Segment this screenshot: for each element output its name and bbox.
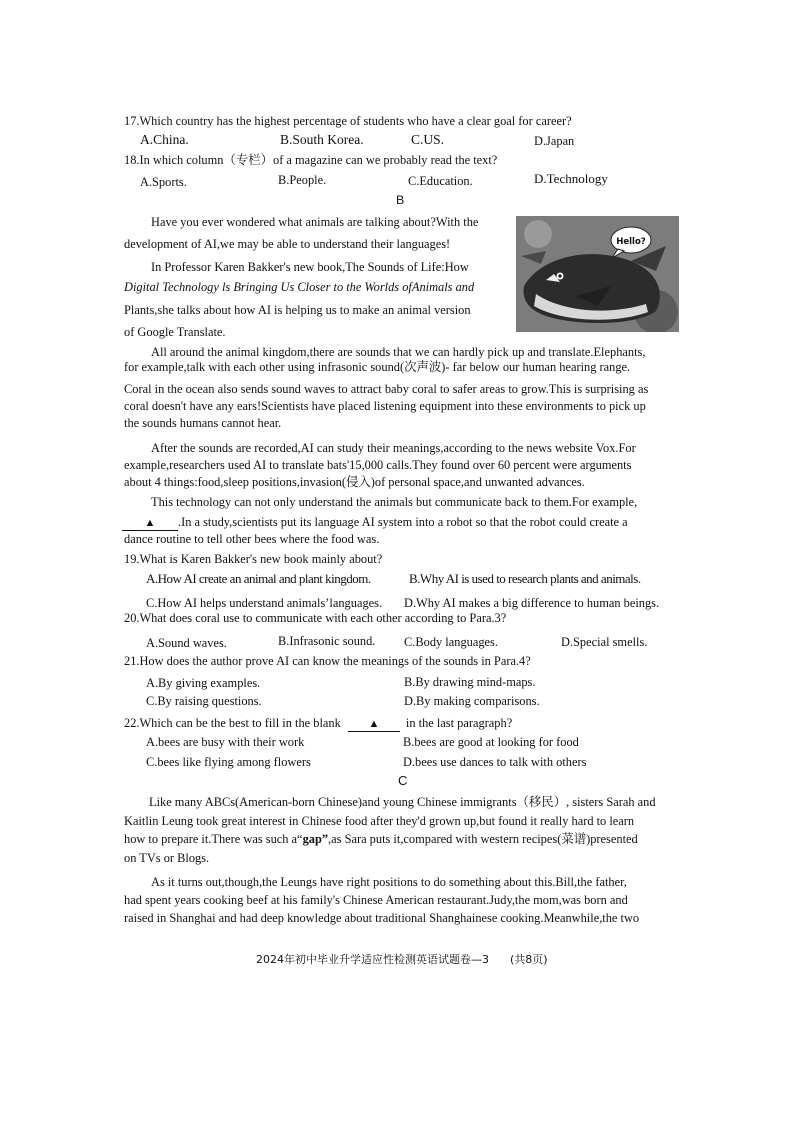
passage-c-line: on TVs or Blogs. xyxy=(124,851,210,865)
triangle-icon: ▲ xyxy=(368,718,380,730)
q18-option-b: B.People. xyxy=(278,173,327,187)
answer-blank xyxy=(348,717,400,732)
passage-c-heading: C xyxy=(398,773,408,788)
gap-word: gap” xyxy=(302,832,329,846)
q22-option-d: D.bees use dances to talk with others xyxy=(403,755,587,769)
passage-b-line xyxy=(122,514,628,531)
q21-option-b: B.By drawing mind-maps. xyxy=(404,675,536,689)
passage-b-line: of Google Translate. xyxy=(124,325,226,339)
passage-b-line: Have you ever wondered what animals are talking about?With the xyxy=(151,215,479,229)
passage-c-line: Like many ABCs(American-born Chinese)and young Chinese immigrants（移民）, sisters Sarah and xyxy=(149,795,656,809)
passage-b-line: for example,talk with each other using infrasonic sound(次声波)- far below our human hearing range. xyxy=(124,360,631,374)
q19-option-c: C.How AI helps understand animals’languages. xyxy=(146,596,383,610)
passage-b-line: Coral in the ocean also sends sound waves to attract baby coral to safer areas to grow.This is surprising as xyxy=(124,382,649,396)
passage-c-line: Kaitlin Leung took great interest in Chinese food after they'd grown up,but found it really hard to learn xyxy=(124,814,635,828)
passage-b-line: about 4 things:food,sleep positions,invasion(侵入)of personal space,and unwanted advances. xyxy=(124,475,585,489)
q17-option-b: B.South Korea. xyxy=(280,132,364,147)
q18-option-d: D.Technology xyxy=(534,171,608,186)
answer-blank xyxy=(122,516,178,531)
passage-c-line: had spent years cooking beef at his family's Chinese American restaurant.Judy,the mom,was born and xyxy=(124,893,628,907)
q20-option-c: C.Body languages. xyxy=(404,635,498,649)
passage-c-line: raised in Shanghai and had deep knowledge about traditional Shanghainese cooking.Meanwhile,the two xyxy=(124,911,640,925)
passage-b-line xyxy=(124,279,474,295)
q21-stem: 21.How does the author prove AI can know the meanings of the sounds in Para.4? xyxy=(124,654,531,668)
book-title-italic: Digital Technology ls Bringing Us Closer to the Worlds ofAnimals and xyxy=(124,280,475,294)
q19-option-a: A.How AI create an animal and plant kingdom. xyxy=(146,571,371,586)
q21-option-a: A.By giving examples. xyxy=(146,676,261,690)
q19-stem: 19.What is Karen Bakker's new book mainly about? xyxy=(124,552,383,566)
footer-page-count: (共8页) xyxy=(510,953,548,966)
passage-b-line: All around the animal kingdom,there are sounds that we can hardly pick up and translate.Elephants, xyxy=(151,345,646,359)
q22-option-a: A.bees are busy with their work xyxy=(146,735,305,749)
q18-option-c: C.Education. xyxy=(408,174,473,188)
q21-option-c: C.By raising questions. xyxy=(146,694,262,708)
q17-option-a: A.China. xyxy=(140,132,189,147)
speech-bubble-text: Hello? xyxy=(616,237,646,247)
q17-option-d: D.Japan xyxy=(534,134,575,148)
q18-stem: 18.In which column（专栏）of a magazine can we probably read the text? xyxy=(124,153,498,167)
q21-option-d: D.By making comparisons. xyxy=(404,694,540,708)
q20-stem: 20.What does coral use to communicate with each other according to Para.3? xyxy=(124,611,507,625)
passage-b-line: dance routine to tell other bees where the food was. xyxy=(124,532,380,546)
passage-b-line: development of AI,we may be able to understand their languages! xyxy=(124,237,451,251)
passage-c-line xyxy=(124,831,638,847)
footer-title: 2024年初中毕业升学适应性检测英语试题卷—3 xyxy=(256,953,489,966)
q22-option-c: C.bees like flying among flowers xyxy=(146,755,311,769)
whale-illustration xyxy=(516,216,679,332)
passage-b-line: example,researchers used AI to translate bats'15,000 calls.They found over 60 percent were arguments xyxy=(124,458,632,472)
triangle-icon: ▲ xyxy=(144,517,156,529)
passage-b-line: the sounds humans cannot hear. xyxy=(124,416,282,430)
q17-option-c: C.US. xyxy=(411,132,445,147)
passage-b-line: This technology can not only understand the animals but communicate back to them.For example, xyxy=(151,495,638,509)
q17-stem: 17.Which country has the highest percentage of students who have a clear goal for career? xyxy=(124,114,572,128)
passage-b-line: Plants,she talks about how AI is helping us to make an animal version xyxy=(124,303,471,317)
q19-option-d: D.Why AI makes a big difference to human beings. xyxy=(404,596,660,610)
passage-b-line: coral doesn't have any ears!Scientists have placed listening equipment into these environments to pick up xyxy=(124,399,646,413)
q20-option-b: B.Infrasonic sound. xyxy=(278,634,376,648)
passage-b-line: After the sounds are recorded,AI can study their meanings,according to the news website Vox.For xyxy=(151,441,636,455)
q19-option-b: B.Why AI is used to research plants and animals. xyxy=(409,571,641,586)
q22-stem xyxy=(124,715,512,732)
passage-c-text: ,as Sara puts it,compared with western recipes(菜谱)presented xyxy=(328,832,638,846)
passage-b-heading: B xyxy=(396,193,405,207)
passage-c-text: how to prepare it.There was such a“ xyxy=(124,832,303,846)
passage-c-line: As it turns out,though,the Leungs have right positions to do something about this.Bill,the father, xyxy=(151,875,627,889)
q20-option-a: A.Sound waves. xyxy=(146,636,227,650)
passage-b-text: .In a study,scientists put its language AI system into a robot so that the robot could create a xyxy=(178,515,628,529)
passage-b-line: In Professor Karen Bakker's new book,The Sounds of Life:How xyxy=(151,260,469,274)
q22-option-b: B.bees are good at looking for food xyxy=(403,735,579,749)
q20-option-d: D.Special smells. xyxy=(561,635,648,649)
q22-stem-end: in the last paragraph? xyxy=(405,716,513,730)
q18-option-a: A.Sports. xyxy=(140,175,187,189)
q22-stem-start: 22.Which can be the best to fill in the blank xyxy=(124,716,341,730)
